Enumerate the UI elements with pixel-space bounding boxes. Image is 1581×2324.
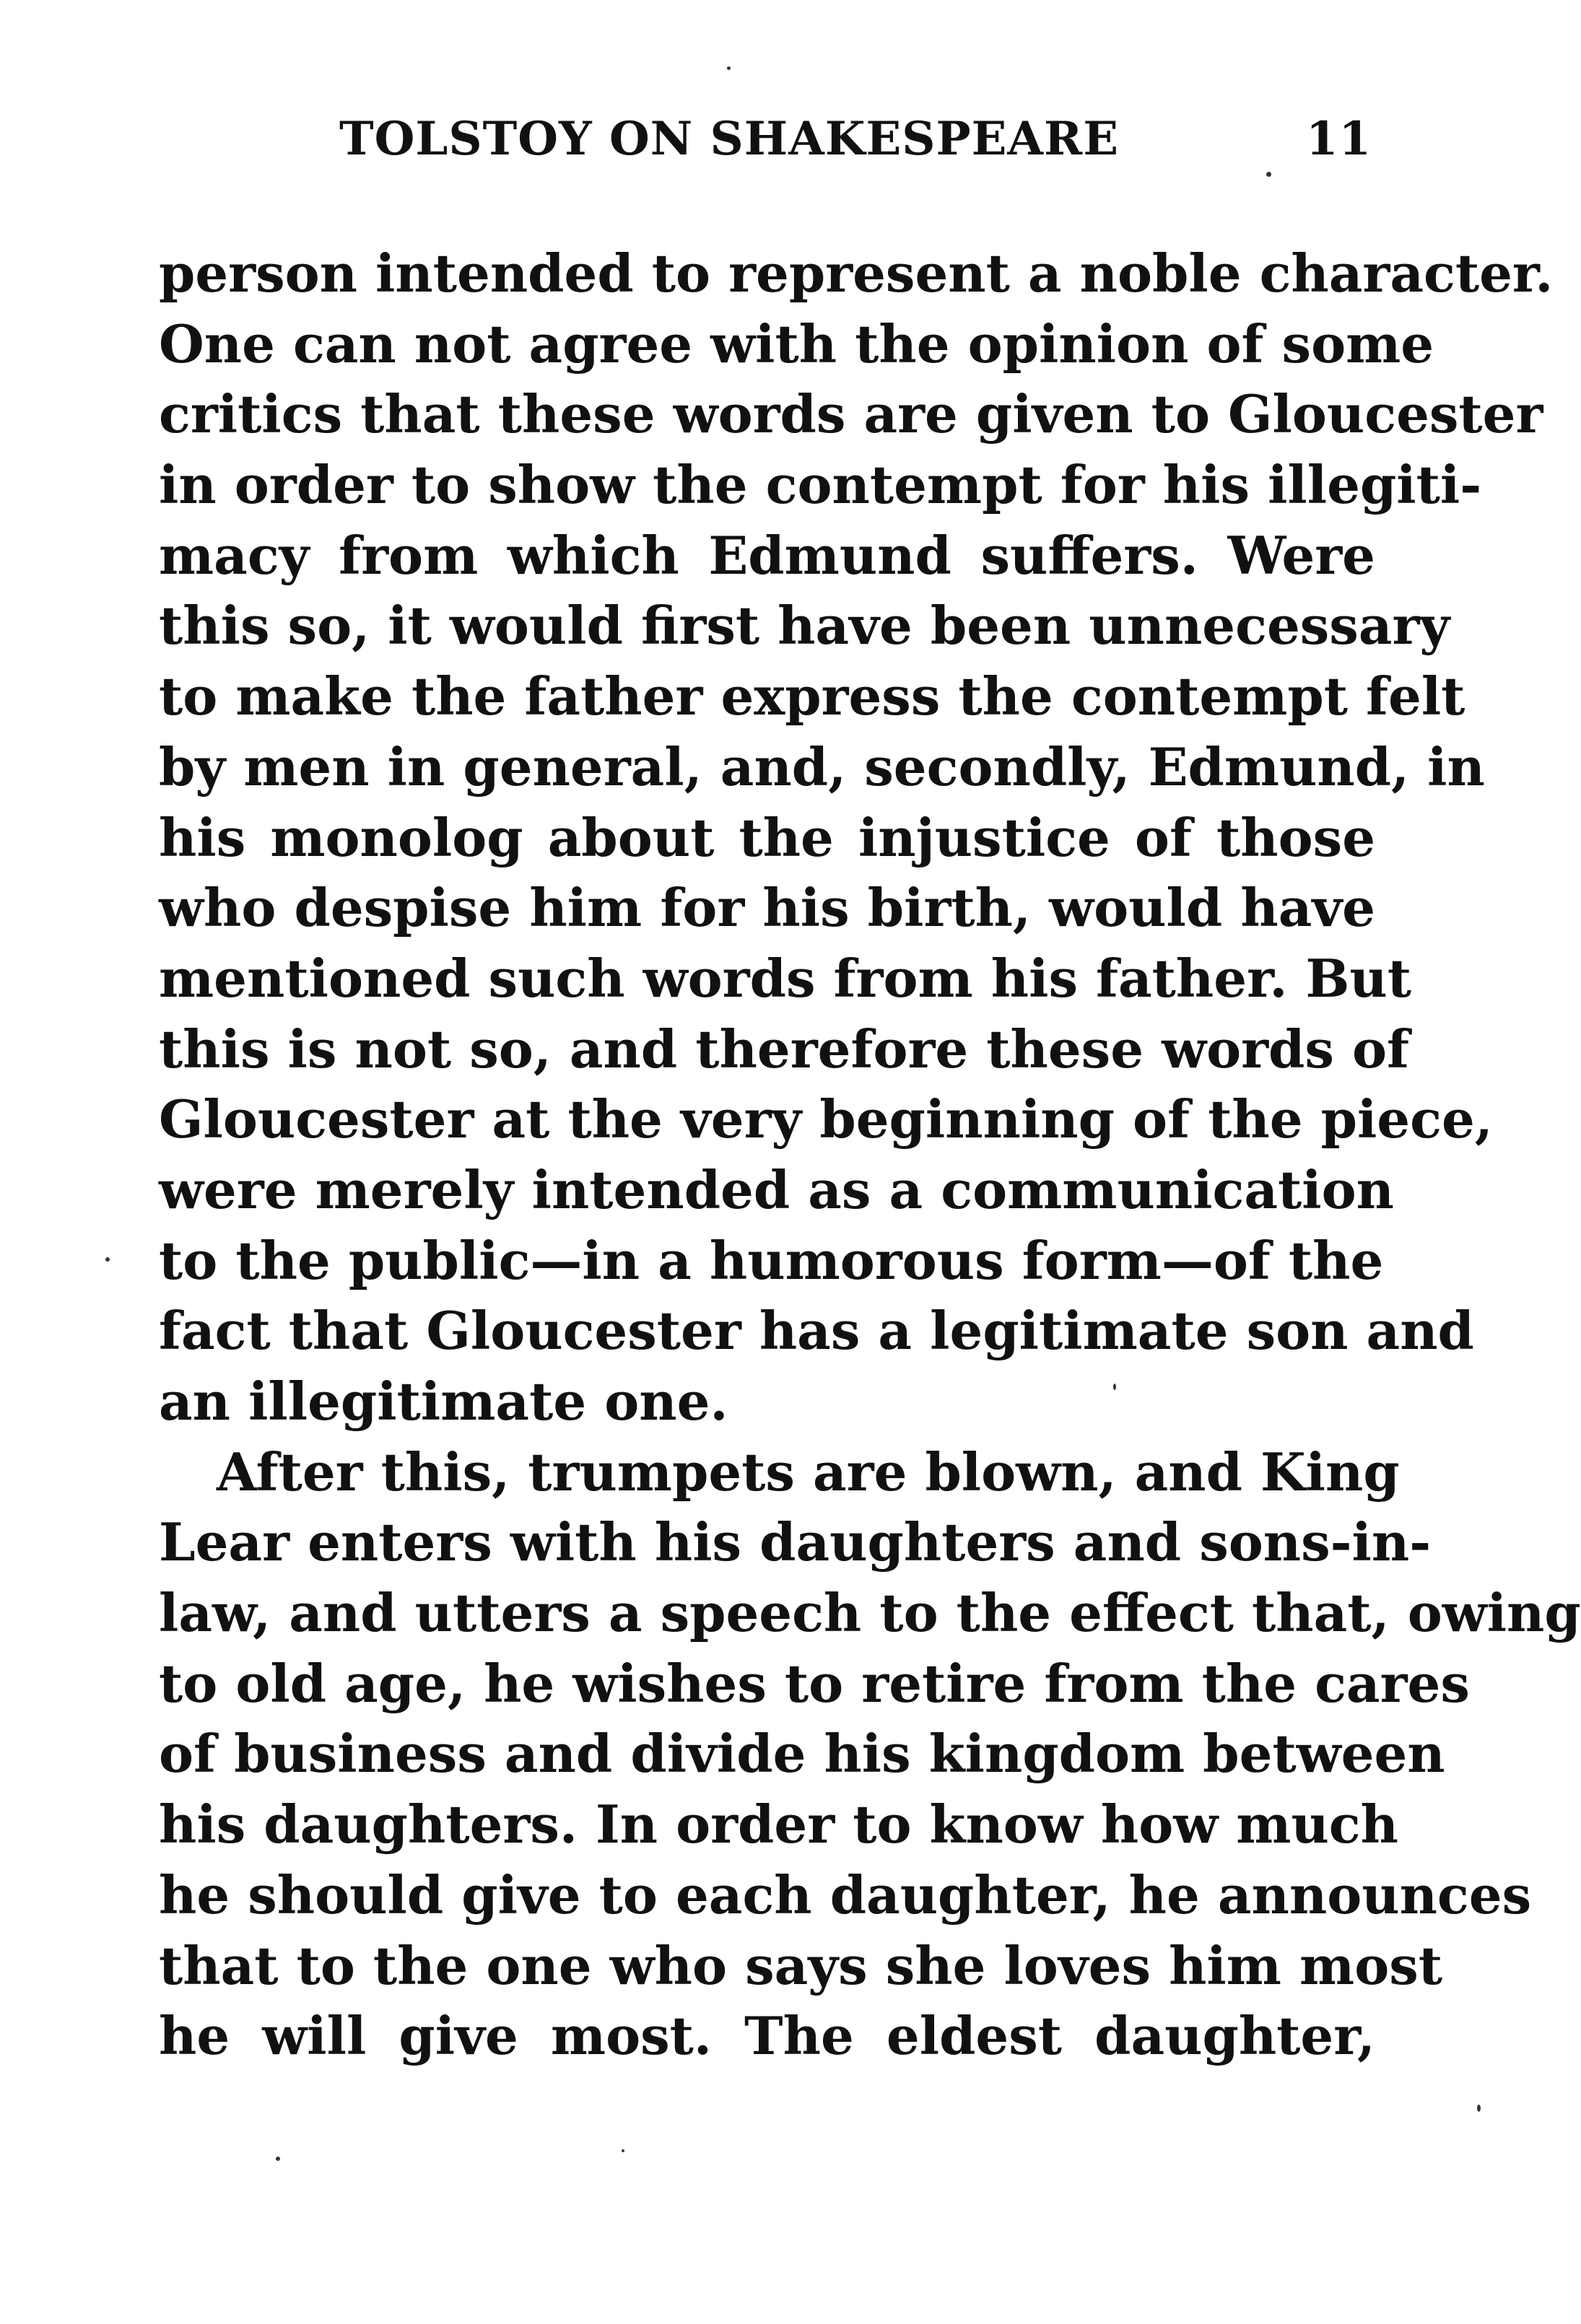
text-line: of business and divide his kingdom between	[159, 1723, 1445, 1785]
text-line: critics that these words are given to Gloucester	[159, 383, 1543, 445]
text-line: his daughters. In order to know how much	[159, 1794, 1398, 1856]
text-line: who despise him for his birth, would have	[159, 877, 1375, 939]
text-line: an illegitimate one.	[159, 1371, 728, 1432]
text-line: macy from which Edmund suffers. Were	[159, 524, 1375, 586]
print-speck	[1266, 172, 1271, 177]
text-line: fact that Gloucester has a legitimate son and	[159, 1300, 1474, 1362]
print-speck	[727, 66, 731, 70]
print-speck	[622, 2149, 624, 2152]
text-line: that to the one who says she loves him most	[159, 1934, 1443, 1996]
body-text	[159, 238, 1581, 2071]
text-line: mentioned such words from his father. But	[159, 947, 1411, 1009]
print-speck	[276, 2157, 280, 2161]
page-number: 11	[1305, 112, 1372, 166]
running-head	[159, 107, 1372, 172]
text-line: this is not so, and therefore these words of	[159, 1018, 1409, 1080]
text-line: One can not agree with the opinion of some	[159, 313, 1434, 375]
text-line: he should give to each daughter, he announces	[159, 1864, 1532, 1926]
text-line: Lear enters with his daughters and sons-in-	[159, 1511, 1432, 1573]
text-line: this so, it would first have been unnecessary	[159, 595, 1450, 657]
text-line: to old age, he wishes to retire from the cares	[159, 1652, 1470, 1714]
print-speck	[105, 1257, 110, 1262]
text-line: he will give most. The eldest daughter,	[159, 2005, 1375, 2067]
text-line: person intended to represent a noble character.	[159, 243, 1554, 304]
text-line: Gloucester at the very beginning of the piece,	[159, 1088, 1493, 1150]
text-line: law, and utters a speech to the effect that, owing	[159, 1582, 1581, 1644]
text-line: to make the father express the contempt felt	[159, 665, 1465, 728]
text-line: After this, trumpets are blown, and King	[217, 1441, 1400, 1503]
text-line: to the public—in a humorous form—of the	[159, 1229, 1384, 1291]
print-speck	[1477, 2105, 1481, 2112]
text-line: in order to show the contempt for his illegiti-	[159, 454, 1482, 516]
text-line: were merely intended as a communication	[159, 1158, 1394, 1220]
running-title: TOLSTOY ON SHAKESPEARE	[339, 112, 1119, 166]
print-speck	[1113, 1384, 1116, 1390]
text-line: his monolog about the injustice of those	[159, 806, 1375, 868]
text-line: by men in general, and, secondly, Edmund, in	[159, 735, 1485, 798]
